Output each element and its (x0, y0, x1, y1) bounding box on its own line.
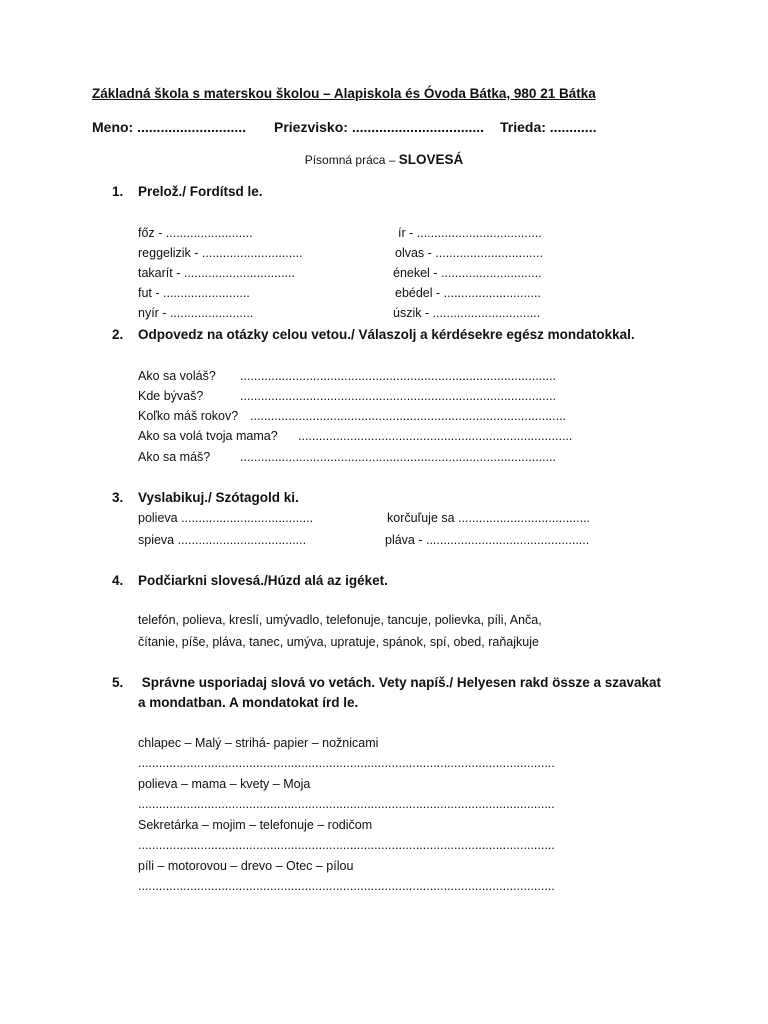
translate-item: reggelizik - ............................. (138, 246, 303, 260)
answer-question: Ako sa máš? (138, 450, 211, 464)
word-list-line: čítanie, píše, pláva, tanec, umýva, upratuje, spánok, spí, obed, raňajkuje (138, 635, 539, 649)
answer-line: ........................................................................................................................ (138, 879, 555, 893)
translate-item: nyír - ........................ (138, 306, 254, 320)
question-text: Vyslabikuj./ Szótagold ki. (138, 490, 299, 505)
question-number: 3. (112, 490, 124, 505)
scrambled-sentence: Sekretárka – mojim – telefonuje – rodičom (138, 818, 373, 832)
syllable-item: spieva ..................................... (138, 533, 307, 547)
question-3-heading (112, 490, 299, 505)
answer-line: ........................................................................................... (240, 450, 557, 464)
question-text: Správne usporiadaj slová vo vetách. Vety napíš./ Helyesen rakd össze a szavakat (138, 675, 662, 690)
question-number: 5. (112, 675, 124, 690)
name-field: Meno: ............................ (92, 119, 247, 135)
scrambled-sentence: polieva – mama – kvety – Moja (138, 777, 311, 791)
scrambled-sentence: píli – motorovou – drevo – Otec – pílou (138, 859, 354, 873)
question-number: 4. (112, 573, 124, 588)
answer-line: ........................................................................................................................ (138, 797, 555, 811)
answer-line: ........................................................................................... (240, 389, 557, 403)
question-text: Odpovedz na otázky celou vetou./ Válaszolj a kérdésekre egész mondatokkal. (138, 327, 635, 342)
answer-line: ........................................................................................................................ (138, 838, 555, 852)
question-text: Prelož./ Fordítsd le. (138, 184, 263, 199)
answer-line: ........................................................................................................................ (138, 756, 555, 770)
answer-line: ........................................................................................... (240, 369, 557, 383)
answer-question: Ako sa voláš? (138, 369, 216, 383)
translate-item: ír - .................................... (398, 226, 542, 240)
word-list-line: telefón, polieva, kreslí, umývadlo, telefonuje, tancuje, polievka, píli, Anča, (138, 613, 542, 627)
scrambled-sentence: chlapec – Malý – strihá- papier – nožnicami (138, 736, 379, 750)
translate-item: énekel - ............................. (393, 266, 542, 280)
question-text: Podčiarkni slovesá./Húzd alá az igéket. (138, 573, 388, 588)
answer-line: ........................................................................................... (250, 409, 567, 423)
question-1-heading (112, 184, 263, 199)
translate-item: olvas - ............................... (395, 246, 543, 260)
syllable-item: pláva - ............................................... (385, 533, 590, 547)
question-5-heading (112, 675, 661, 690)
answer-question: Koľko máš rokov? (138, 409, 239, 423)
question-number: 2. (112, 327, 124, 342)
translate-item: fut - ......................... (138, 286, 250, 300)
surname-field: Priezvisko: .................................. (274, 119, 485, 135)
translate-item: főz - ......................... (138, 226, 253, 240)
syllable-item: polieva ...................................... (138, 511, 314, 525)
class-field: Trieda: ............ (500, 119, 597, 135)
question-5-heading-cont: a mondatban. A mondatokat írd le. (138, 695, 359, 710)
question-2-heading (112, 327, 635, 342)
page-title (0, 152, 768, 167)
answer-question: Kde bývaš? (138, 389, 204, 403)
title-prefix: Písomná práca – (304, 153, 396, 167)
answer-line: ............................................................................... (298, 429, 573, 443)
translate-item: ebédel - ............................ (395, 286, 541, 300)
answer-question: Ako sa volá tvoja mama? (138, 429, 278, 443)
translate-item: úszik - ............................... (393, 306, 541, 320)
question-number: 1. (112, 184, 124, 199)
translate-item: takarít - ................................ (138, 266, 295, 280)
question-4-heading (112, 573, 388, 588)
title-word: SLOVESÁ (398, 152, 464, 167)
school-name: Základná škola s materskou školou – Alapiskola és Óvoda Bátka, 980 21 Bátka (92, 86, 596, 101)
syllable-item: korčuľuje sa ...................................... (387, 511, 591, 525)
